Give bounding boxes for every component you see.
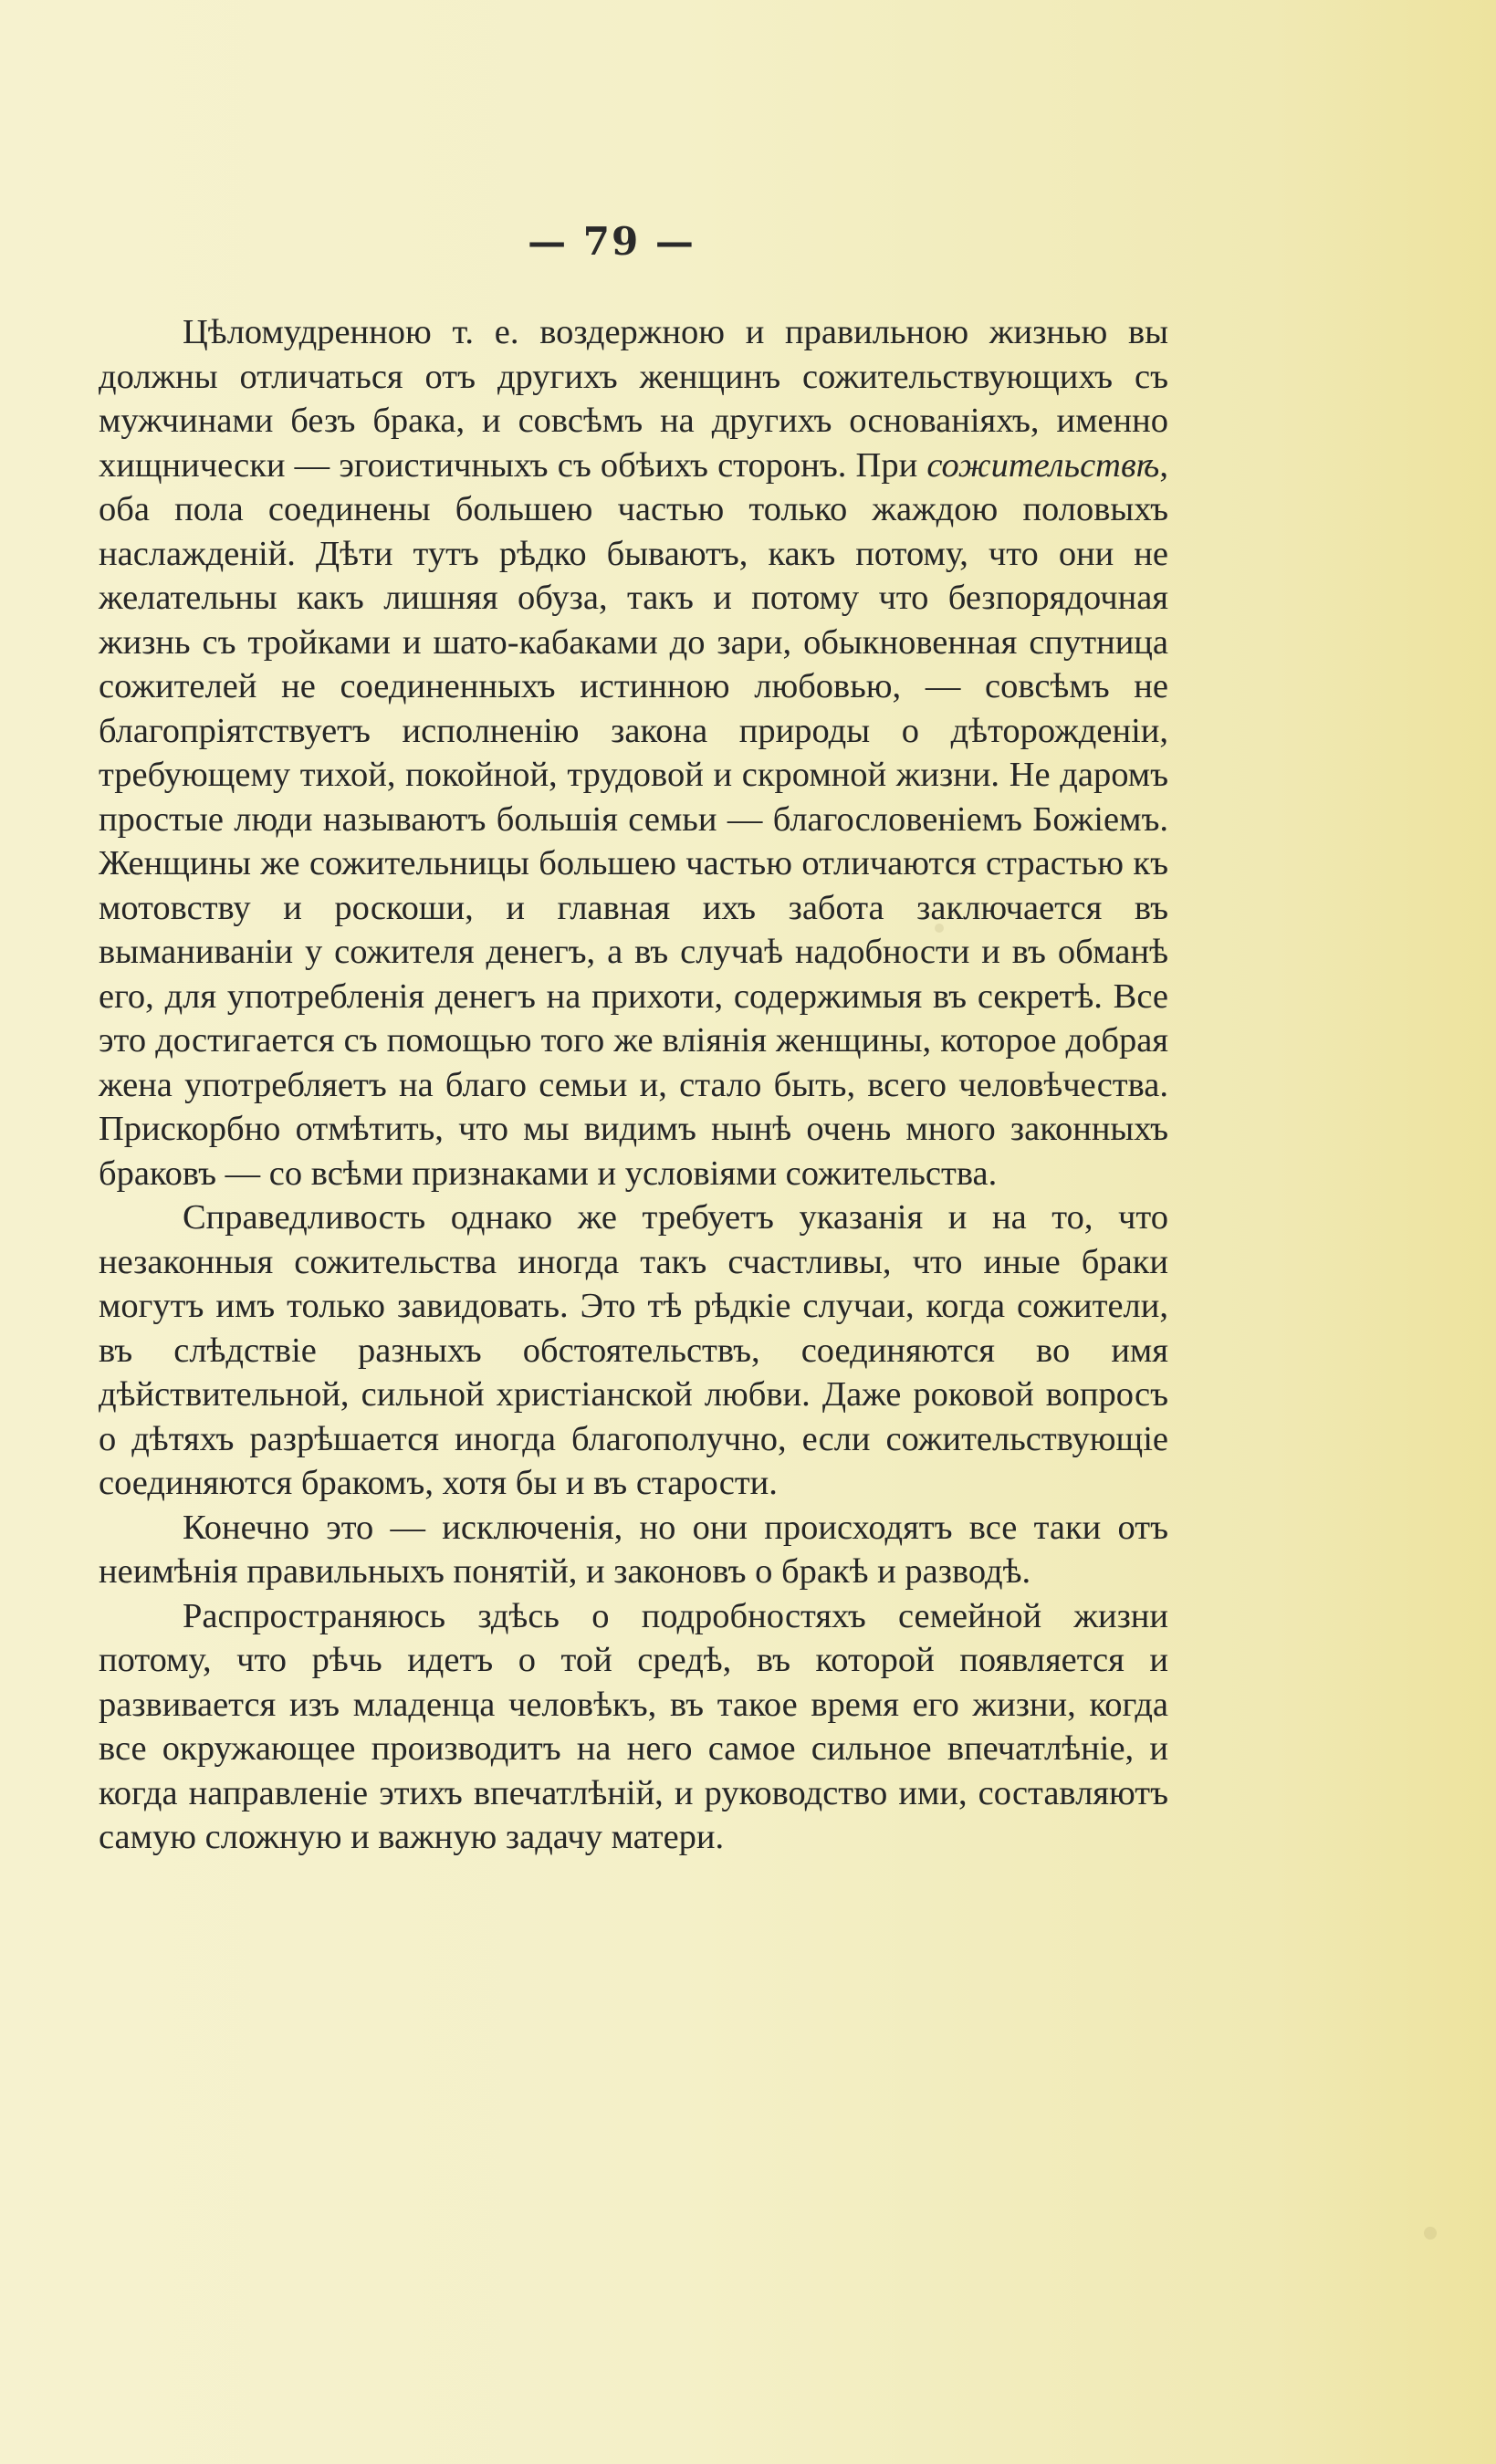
paragraph-1-rest: , оба пола соединены большею частью только жаждою половыхъ наслажденій. Дѣти тутъ рѣдко бываютъ, какъ потому, что они не желательны какъ лишняя обуза, такъ и потому что безпорядочная жизнь съ тройками и шато-кабаками до зари, обыкновенная спутница сожителей не соединенныхъ истинною любовью, — совсѣмъ не благопріятствуетъ исполненію закона природы о дѣторожденіи, требующему тихой, покойной, трудовой и скромной жизни. Не даромъ простые люди называютъ большія семьи — благословеніемъ Божіемъ. Женщины же сожительницы большею частью отличаются страстью къ мотовству и роскоши, и главная ихъ забота заключается въ выманиваніи у сожителя денегъ, а въ случаѣ надобности и въ обманѣ его, для употребленія денегъ на прихоти, содержимыя въ секретѣ. Все это достигается съ помощью того же вліянія женщины, которое добрая жена употребляетъ на благо семьи и, стало быть, всего человѣчества. Прискорбно отмѣтить, что мы видимъ нынѣ очень много законныхъ браковъ — со всѣми признаками и условіями сожительства.: [99, 445, 1168, 1193]
paper-stain: [1424, 2227, 1437, 2240]
paragraph-4: Распространяюсь здѣсь о подробностяхъ семейной жизни потому, что рѣчь идетъ о той средѣ, въ которой появляется и развивается изъ младенца человѣкъ, въ такое время его жизни, когда все окружающее производитъ на него самое сильное впечатлѣніе, и когда направленіе этихъ впечатлѣній, и руководство ими, составляютъ самую сложную и важную задачу матери.: [99, 1596, 1168, 1856]
emphasized-word: сожительствѣ: [926, 445, 1160, 485]
paragraph-2: Справедливость однако же требуетъ указанія и на то, что незаконныя сожительства иногда такъ счастливы, что иные браки могутъ имъ только завидовать. Это тѣ рѣдкіе случаи, когда сожители, въ слѣдствіе разныхъ обстоятельствъ, соединяются во имя дѣйствительной, сильной христіанской любви. Даже роковой вопросъ о дѣтяхъ разрѣшается иногда благополучно, если сожительствующіе соединяются бракомъ, хотя бы и въ старости.: [99, 1198, 1168, 1502]
body-text: [99, 310, 1168, 1860]
paragraph-1: [99, 310, 1168, 1195]
paragraph-3: Конечно это — исключенія, но они происходятъ все таки отъ неимѣнія правильныхъ понятій, и законовъ о бракѣ и разводѣ.: [99, 1508, 1168, 1591]
paragraph-1-start: Цѣломудренною т. е. воздержною и правильною жизнью вы должны отличаться отъ другихъ женщинъ сожительствующихъ съ мужчинами безъ брака, и совсѣмъ на другихъ основаніяхъ, именно хищнически — эгоистичныхъ съ обѣихъ сторонъ. При: [99, 313, 1168, 485]
page-number: — 79 —: [528, 219, 696, 264]
